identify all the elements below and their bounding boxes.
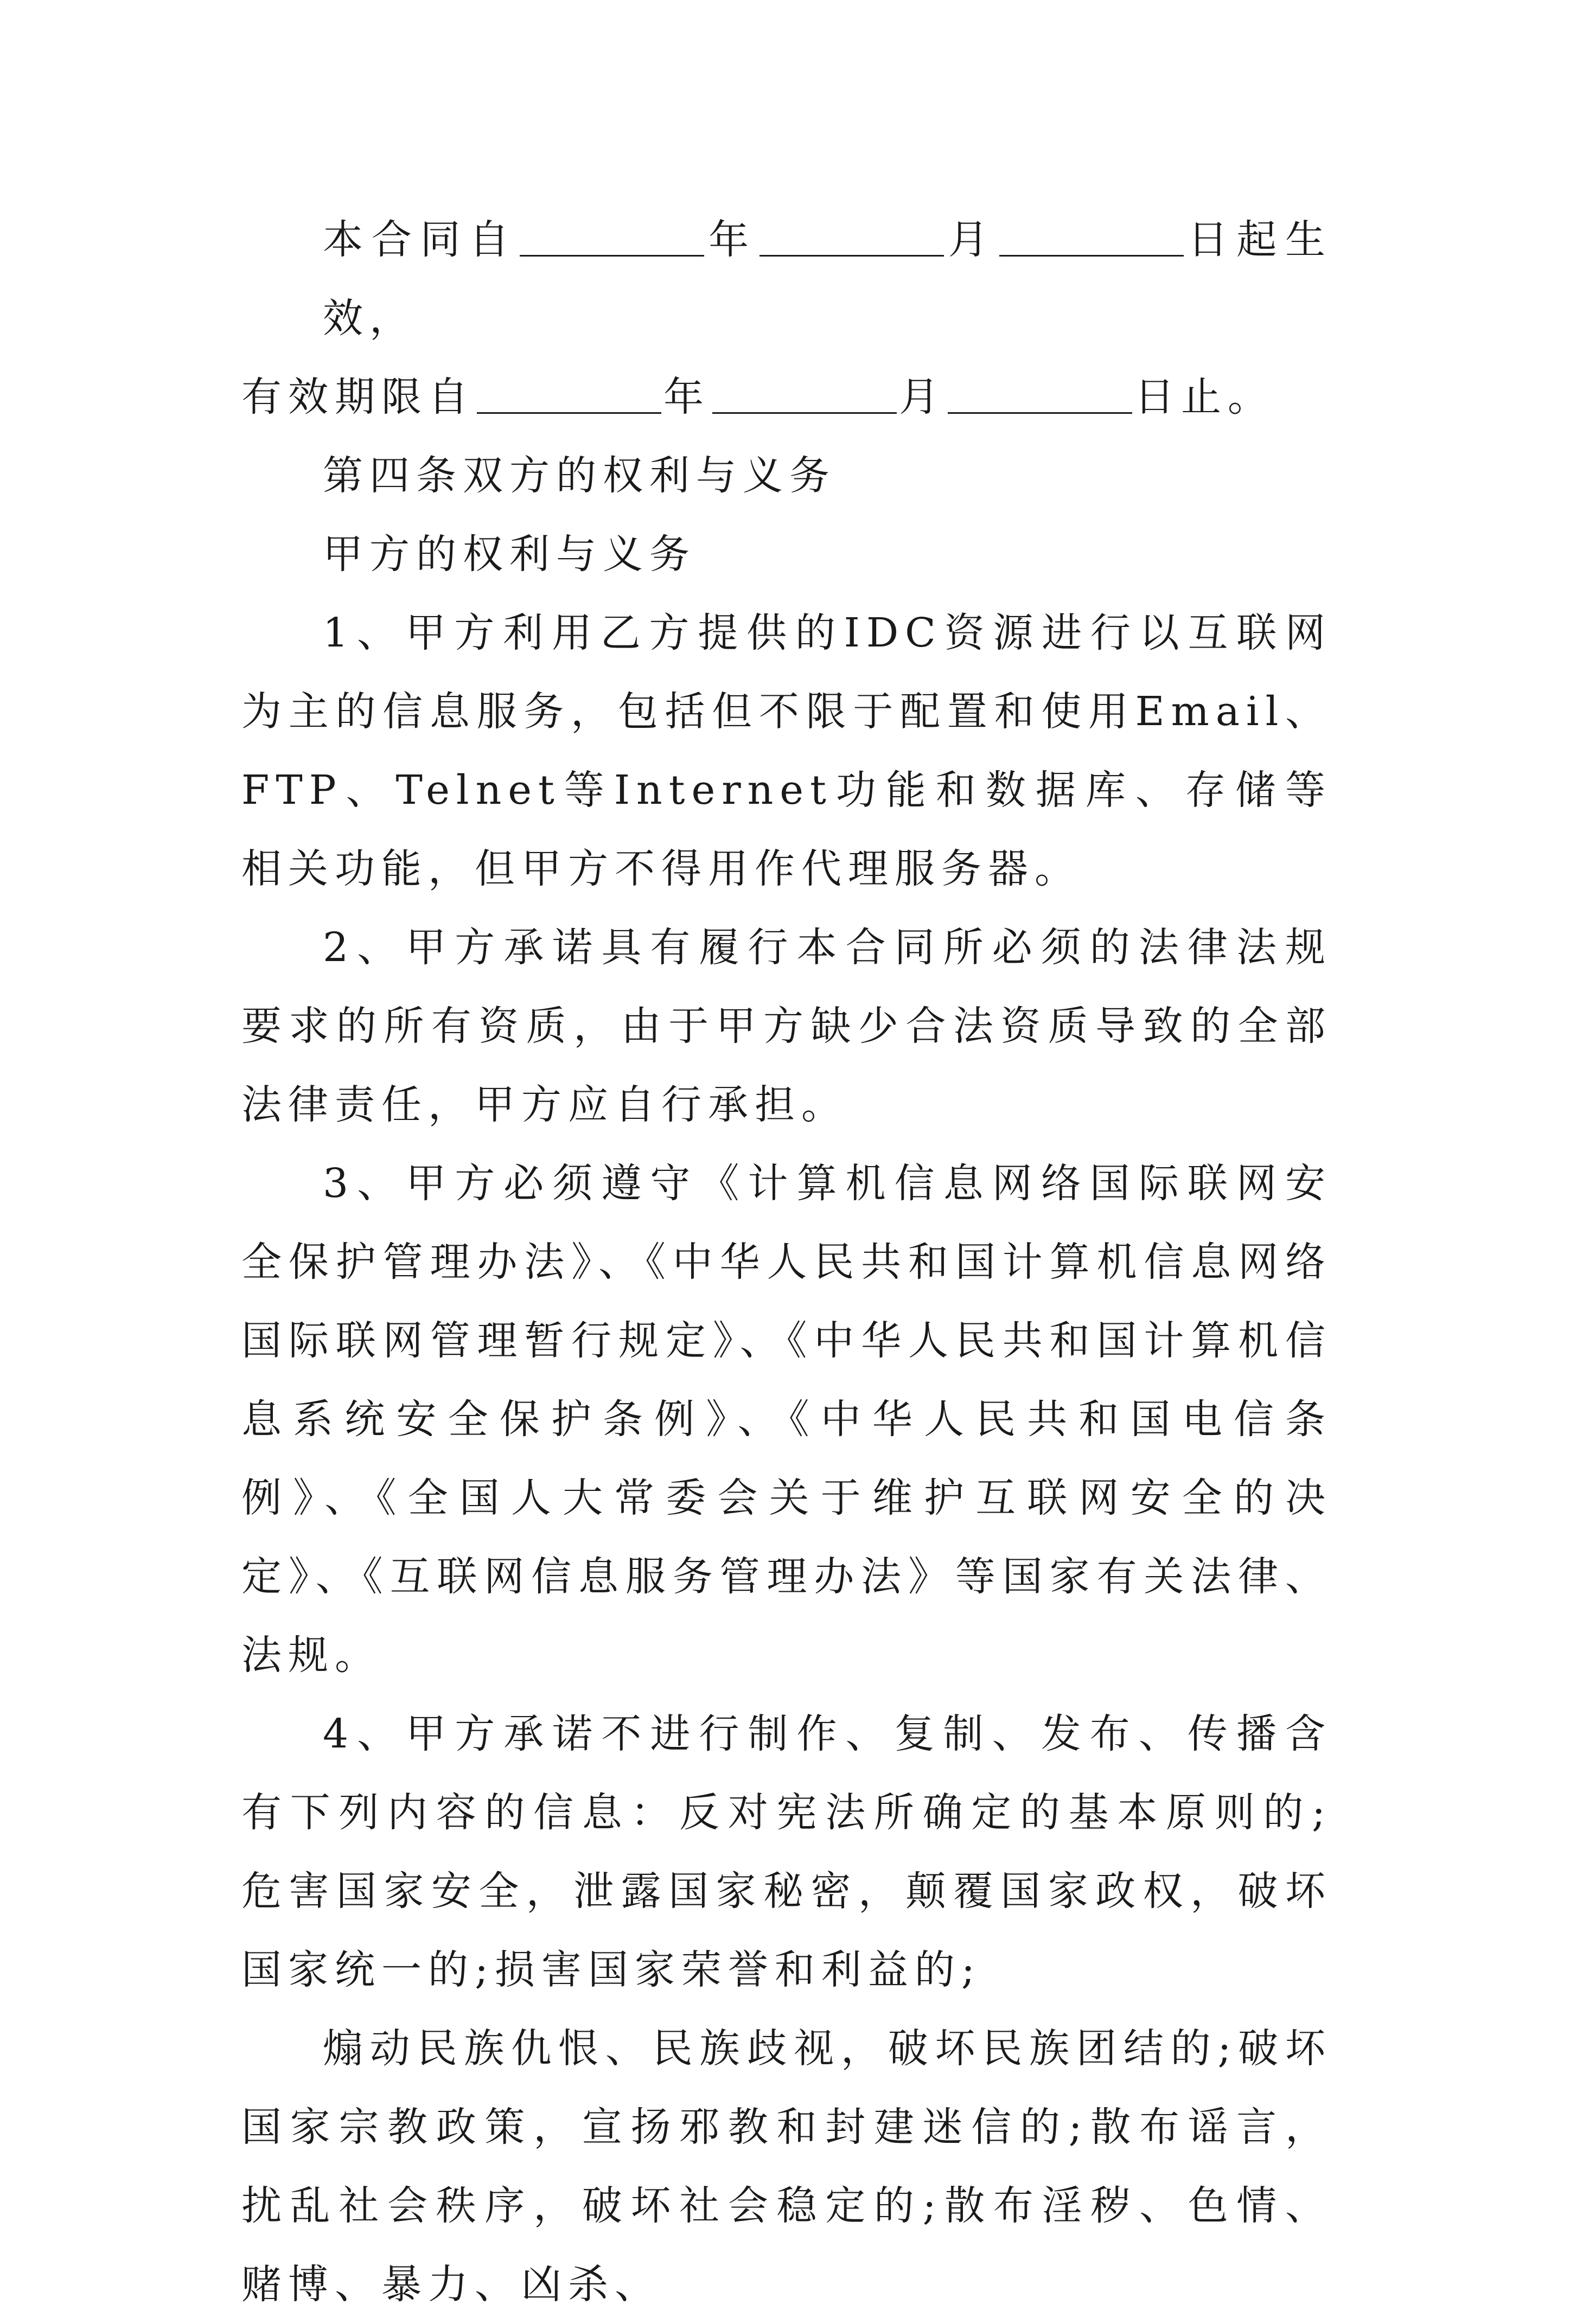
clause-4-continuation-paragraph: 煽动民族仇恨、民族歧视，破坏民族团结的;破坏国家宗教政策，宣扬邪教和封建迷信的;散布谣言，扰乱社会秩序，破坏社会稳定的;散布淫秽、色情、赌博、暴力、凶杀、 [241,2025,1332,2308]
effective-date-line-2 [241,358,1332,437]
start-day-blank[interactable] [999,217,1184,257]
effective-start-prefix: 本合同自 [323,216,518,263]
end-month-blank[interactable] [712,374,897,414]
clause-2-paragraph: 2、甲方承诺具有履行本合同所必须的法律法规要求的所有资质，由于甲方缺少合法资质导致的全部法律责任，甲方应自行承担。 [241,924,1332,1128]
article-heading: 第四条双方的权利与义务 [323,452,836,499]
end-year-label: 年 [663,374,710,420]
start-year-blank[interactable] [520,217,704,257]
clause-4-paragraph: 4、甲方承诺不进行制作、复制、发布、传播含有下列内容的信息：反对宪法所确定的基本原则的;危害国家安全，泄露国家秘密，颠覆国家政权，破坏国家统一的;损害国家荣誉和利益的; [241,1711,1332,1993]
document-body [241,201,1332,2324]
end-month-label: 月 [899,374,946,420]
validity-suffix: 日止。 [1134,374,1274,420]
start-year-label: 年 [706,216,757,263]
start-month-label: 月 [946,216,997,263]
effective-start-suffix: 日起生效， [323,216,1332,342]
end-day-blank[interactable] [948,374,1132,414]
start-month-blank[interactable] [760,217,944,257]
validity-prefix: 有效期限自 [241,374,475,420]
clause-3-paragraph: 3、甲方必须遵守《计算机信息网络国际联网安全保护管理办法》、《中华人民共和国计算机信息网络国际联网管理暂行规定》、《中华人民共和国计算机信息系统安全保护条例》、《中华人民共和国电信条例》、《全国人大常委会关于维护互联网安全的决定》、《互联网信息服务管理办法》等国家有关法律、法规。 [241,1160,1332,1679]
party-a-heading: 甲方的权利与义务 [323,531,696,578]
clause-1-paragraph: 1、甲方利用乙方提供的IDC资源进行以互联网为主的信息服务，包括但不限于配置和使用Email、FTP、Telnet等Internet功能和数据库、存储等相关功能，但甲方不得用作代理服务器。 [241,610,1332,892]
effective-date-clause [241,201,1332,437]
effective-date-line-1 [241,201,1332,358]
end-year-blank[interactable] [477,374,661,414]
